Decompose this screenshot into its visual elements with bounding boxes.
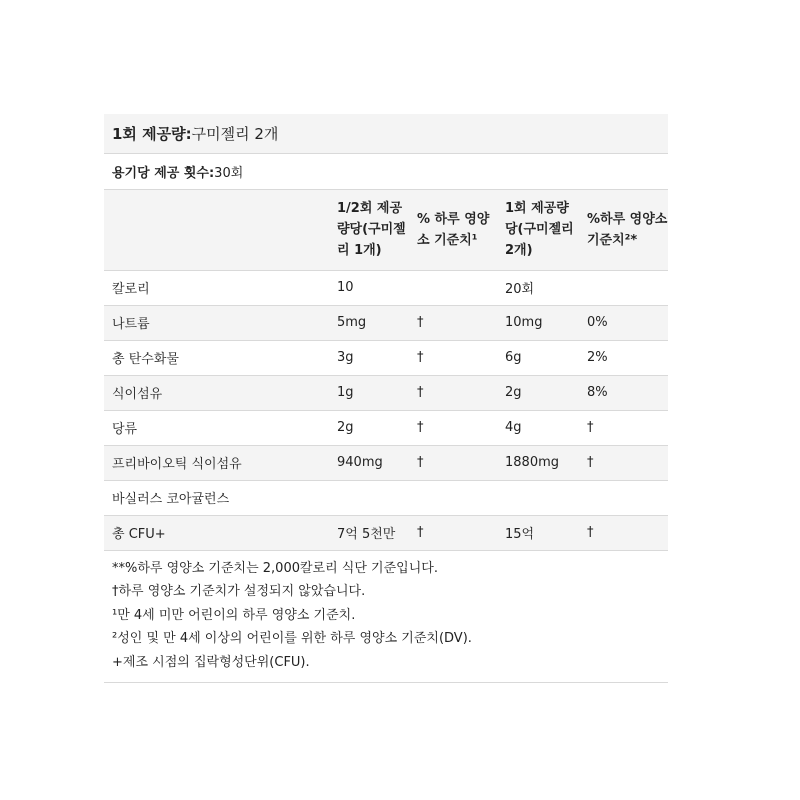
footnote-cfu: +제조 시점의 집락형성단위(CFU). [112,654,310,670]
half-serving-amount: 7억 5천만 [329,515,409,550]
serving-size-value: 구미젤리 2개 [191,125,279,143]
full-serving-dv: † [579,410,668,445]
table-row [104,445,668,480]
full-serving-amount: 4g [497,410,579,445]
servings-per-container-row [104,154,668,190]
half-serving-dv: † [409,445,497,480]
table-row [104,375,668,410]
table-row [104,410,668,445]
full-serving-amount: 15억 [497,515,579,550]
full-serving-amount: 6g [497,340,579,375]
supplement-facts-panel [104,114,668,683]
full-serving-amount: 20회 [497,270,579,305]
serving-size-label: 1회 제공량: [112,125,192,143]
half-serving-amount: 940mg [329,445,409,480]
half-serving-dv: † [409,375,497,410]
full-serving-amount [497,480,579,515]
full-serving-dv [579,480,668,515]
full-serving-dv: 0% [579,305,668,340]
table-row [104,515,668,550]
half-serving-dv [409,270,497,305]
table-row [104,270,668,305]
serving-size-row [104,114,668,154]
full-serving-dv [579,270,668,305]
half-serving-dv: † [409,410,497,445]
nutrient-name: 당류 [104,410,329,445]
full-serving-dv: 8% [579,375,668,410]
full-serving-dv: † [579,445,668,480]
half-serving-dv: † [409,305,497,340]
nutrition-table [104,190,668,551]
nutrient-name: 프리바이오틱 식이섬유 [104,445,329,480]
half-serving-dv: † [409,340,497,375]
header-full-serving: 1회 제공량당(구미젤리 2개) [497,190,579,270]
full-serving-amount: 10mg [497,305,579,340]
header-nutrient [104,190,329,270]
table-row [104,305,668,340]
table-row [104,480,668,515]
footnotes [104,551,668,684]
header-half-serving: 1/2회 제공량당(구미젤리 1개) [329,190,409,270]
footnote-dagger: †하루 영양소 기준치가 설정되지 않았습니다. [112,584,366,599]
footnote-adults-children-4plus: ²성인 및 만 4세 이상의 어린이를 위한 하루 영양소 기준치(DV). [112,631,472,646]
half-serving-amount: 2g [329,410,409,445]
full-serving-dv: 2% [579,340,668,375]
table-header-row [104,190,668,270]
nutrient-name: 바실러스 코아귤런스 [104,480,329,515]
nutrient-name: 총 CFU+ [104,515,329,550]
footnote-daily-value-basis: **%하루 영양소 기준치는 2,000칼로리 식단 기준입니다. [112,560,438,576]
header-full-serving-dv: %하루 영양소 기준치²* [579,190,668,270]
footnote-children-under-4: ¹만 4세 미만 어린이의 하루 영양소 기준치. [112,607,356,623]
half-serving-amount: 10 [329,270,409,305]
full-serving-amount: 2g [497,375,579,410]
full-serving-amount: 1880mg [497,445,579,480]
half-serving-amount: 3g [329,340,409,375]
half-serving-dv [409,480,497,515]
nutrient-name: 나트륨 [104,305,329,340]
nutrient-name: 총 탄수화물 [104,340,329,375]
nutrient-name: 식이섬유 [104,375,329,410]
nutrient-name: 칼로리 [104,270,329,305]
full-serving-dv: † [579,515,668,550]
half-serving-amount [329,480,409,515]
half-serving-amount: 5mg [329,305,409,340]
servings-per-container-label: 용기당 제공 횟수: [112,166,215,181]
half-serving-amount: 1g [329,375,409,410]
header-half-serving-dv: % 하루 영양소 기준치¹ [409,190,497,270]
table-row [104,340,668,375]
half-serving-dv: † [409,515,497,550]
servings-per-container-value: 30회 [214,166,244,181]
